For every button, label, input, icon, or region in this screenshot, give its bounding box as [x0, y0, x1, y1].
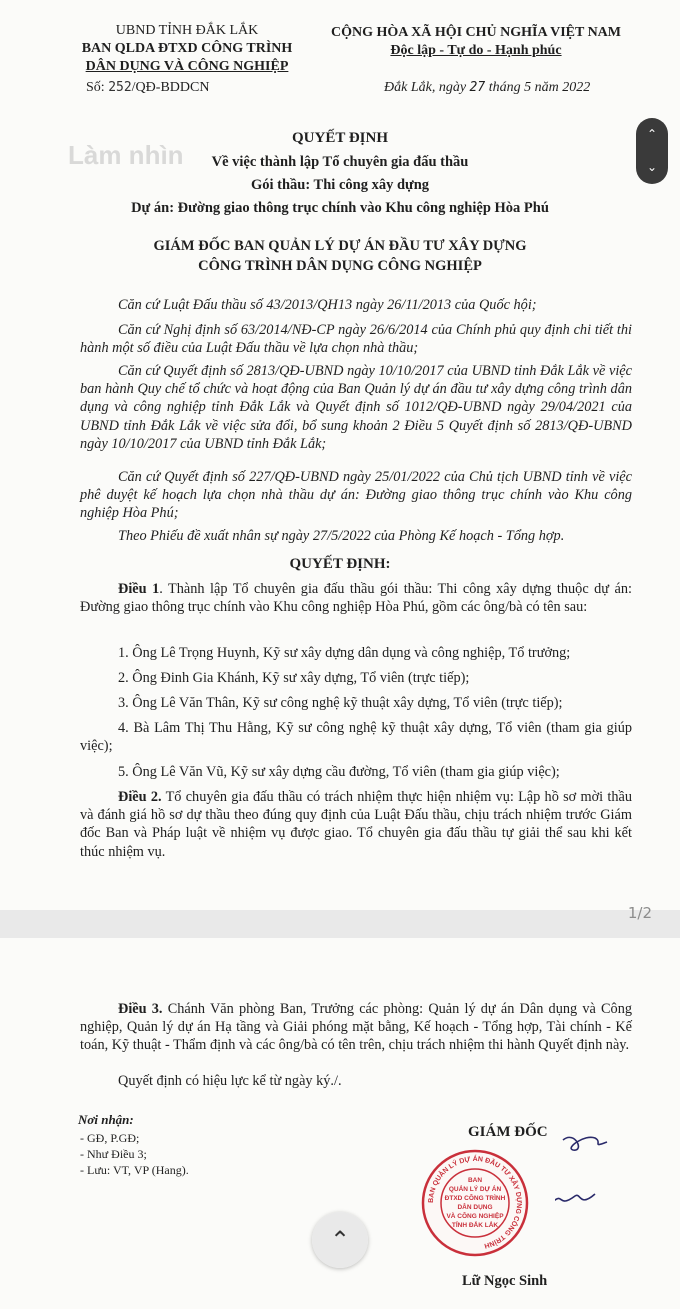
- motto: Độc lập - Tự do - Hạnh phúc: [390, 43, 562, 58]
- scroll-up-icon[interactable]: ⌃: [646, 127, 658, 141]
- decision-heading: QUYẾT ĐỊNH:: [289, 556, 391, 572]
- back-to-top-button[interactable]: [312, 1212, 368, 1268]
- stamp-line: TỈNH ĐẮK LẮK: [451, 1222, 499, 1229]
- signer-title: GIÁM ĐỐC: [468, 1124, 548, 1140]
- org-line-3: DÂN DỤNG VÀ CÔNG NGHIỆP: [85, 59, 289, 74]
- watermark: Làm nhìn: [68, 140, 184, 170]
- org-line-1: UBND TỈNH ĐẮK LẮK: [115, 23, 259, 38]
- member-3: 3. Ông Lê Văn Thân, Kỹ sư công nghệ kỹ thuật xây dựng, Tổ viên (trực tiếp);: [118, 695, 563, 711]
- member-5: 5. Ông Lê Văn Vũ, Kỹ sư xây dựng cầu đường, Tổ viên (tham gia giúp việc);: [118, 764, 560, 780]
- signature-mark: [555, 1122, 625, 1232]
- article-1: Điều 1. Thành lập Tổ chuyên gia đấu thầu gói thầu: Thi công xây dựng thuộc dự án: Đường giao thông trục chính vào Khu công nghiệp Hòa Phú, gồm các ông/bà có tên sau:: [80, 581, 632, 616]
- article-3: Điều 3. Chánh Văn phòng Ban, Trưởng các phòng: Quản lý dự án Dân dụng và Công nghiệp, Quản lý dự án Hạ tầng và Giải phóng mặt bằng, Kế hoạch - Tổng hợp, Tài chính - Kế toán, Kỹ thuật - Thẩm định và các ông/bà có tên trên, chịu trách nhiệm thi hành Quyết định này.: [80, 1001, 632, 1054]
- country-name: CỘNG HÒA XÃ HỘI CHỦ NGHĨA VIỆT NAM: [330, 25, 621, 40]
- recipient-item: - Lưu: VT, VP (Hang).: [80, 1163, 189, 1177]
- recipients-heading: Nơi nhận:: [78, 1112, 134, 1127]
- effective-clause: Quyết định có hiệu lực kể từ ngày ký./.: [118, 1073, 342, 1089]
- authority-line-1: GIÁM ĐỐC BAN QUẢN LÝ DỰ ÁN ĐẦU TƯ XÂY DỰNG: [153, 238, 527, 254]
- article-2: Điều 2. Tổ chuyên gia đấu thầu có trách nhiệm thực hiện nhiệm vụ: Lập hồ sơ mời thầu và đánh giá hồ sơ dự thầu theo đúng quy định của Luật Đấu thầu, chịu trách nhiệm trước Giám đốc Ban và Pháp luật về nhiệm vụ được giao. Tổ chuyên gia đấu thầu tự giải thể sau khi kết thúc nhiệm vụ.: [80, 789, 632, 860]
- title-project: Dự án: Đường giao thông trục chính vào Khu công nghiệp Hòa Phú: [131, 200, 549, 216]
- doc-number-handwritten: 252: [108, 80, 132, 95]
- issuing-organization: [72, 22, 302, 76]
- document-title: QUYẾT ĐỊNH: [292, 130, 388, 146]
- org-line-2: BAN QLDA ĐTXD CÔNG TRÌNH: [81, 41, 293, 56]
- document-number: Số: 252/QĐ-BDDCN: [86, 80, 210, 95]
- stamp-line: VÀ CÔNG NGHIỆP: [446, 1213, 504, 1220]
- stamp-ring-text: BAN QUẢN LÝ DỰ ÁN ĐẦU TƯ XÂY DỰNG CÔNG TRÌNH: [427, 1155, 523, 1249]
- legal-basis-3: Căn cứ Quyết định số 2813/QĐ-UBND ngày 10/10/2017 của UBND tỉnh Đắk Lắk về việc ban hành Quy chế tổ chức và hoạt động của Ban Quản lý dự án đầu tư xây dựng công trình dân dụng và công nghiệp tỉnh Đắk Lắk và Quyết định số 1012/QĐ-UBND ngày 29/04/2021 của UBND tỉnh Đắk Lắk về việc sửa đổi, bổ sung khoản 2 Điều 5 Quyết định số 2813/QĐ-UBND ngày 10/10/2017 của UBND tỉnh Đắk Lắk;: [80, 363, 632, 452]
- recipient-item: - GĐ, P.GĐ;: [80, 1131, 140, 1145]
- stamp-line: QUẢN LÝ DỰ ÁN: [448, 1186, 502, 1193]
- stamp-line: DÂN DỤNG: [457, 1204, 493, 1211]
- signer-name: Lữ Ngọc Sinh: [462, 1273, 548, 1289]
- stamp-line: ĐTXD CÔNG TRÌNH: [444, 1195, 506, 1202]
- member-2: 2. Ông Đinh Gia Khánh, Kỹ sư xây dựng, Tổ viên (trực tiếp);: [118, 670, 470, 686]
- recipients-list: [80, 1130, 189, 1178]
- authority-line-2: CÔNG TRÌNH DÂN DỤNG CÔNG NGHIỆP: [198, 258, 482, 274]
- page-indicator: 1/2: [627, 904, 652, 922]
- page-scroll-control[interactable]: [636, 118, 668, 184]
- title-subject: Về việc thành lập Tổ chuyên gia đấu thầu: [211, 154, 469, 170]
- date-day-handwritten: 27: [469, 80, 486, 95]
- official-stamp: [420, 1148, 530, 1258]
- scroll-down-icon[interactable]: ⌄: [646, 160, 658, 174]
- member-4: 4. Bà Lâm Thị Thu Hằng, Kỹ sư công nghệ kỹ thuật xây dựng, Tổ viên (tham gia giúp việc);: [80, 720, 632, 755]
- recipient-item: - Như Điều 3;: [80, 1147, 147, 1161]
- issue-date: Đắk Lắk, ngày 27 tháng 5 năm 2022: [384, 80, 591, 95]
- member-1: 1. Ông Lê Trọng Huynh, Kỹ sư xây dựng dân dụng và công nghiệp, Tổ trưởng;: [118, 645, 571, 661]
- chevron-up-icon[interactable]: ⌃: [329, 1226, 351, 1254]
- legal-basis-4: Căn cứ Quyết định số 227/QĐ-UBND ngày 25/01/2022 của Chủ tịch UBND tỉnh về việc phê duyệt kế hoạch lựa chọn nhà thầu dự án: Đường giao thông trục chính vào Khu công nghiệp Hòa Phú;: [80, 469, 632, 522]
- stamp-line: BAN: [467, 1177, 483, 1184]
- legal-basis-2: Căn cứ Nghị định số 63/2014/NĐ-CP ngày 26/6/2014 của Chính phủ quy định chi tiết thi hành một số điều của Luật Đấu thầu về lựa chọn nhà thầu;: [80, 322, 632, 357]
- title-package: Gói thầu: Thi công xây dựng: [250, 177, 430, 193]
- legal-basis-1: Căn cứ Luật Đấu thầu số 43/2013/QH13 ngày 26/11/2013 của Quốc hội;: [118, 297, 537, 313]
- national-heading: [316, 24, 636, 60]
- legal-basis-5: Theo Phiếu đề xuất nhân sự ngày 27/5/2022 của Phòng Kế hoạch - Tổng hợp.: [118, 528, 565, 544]
